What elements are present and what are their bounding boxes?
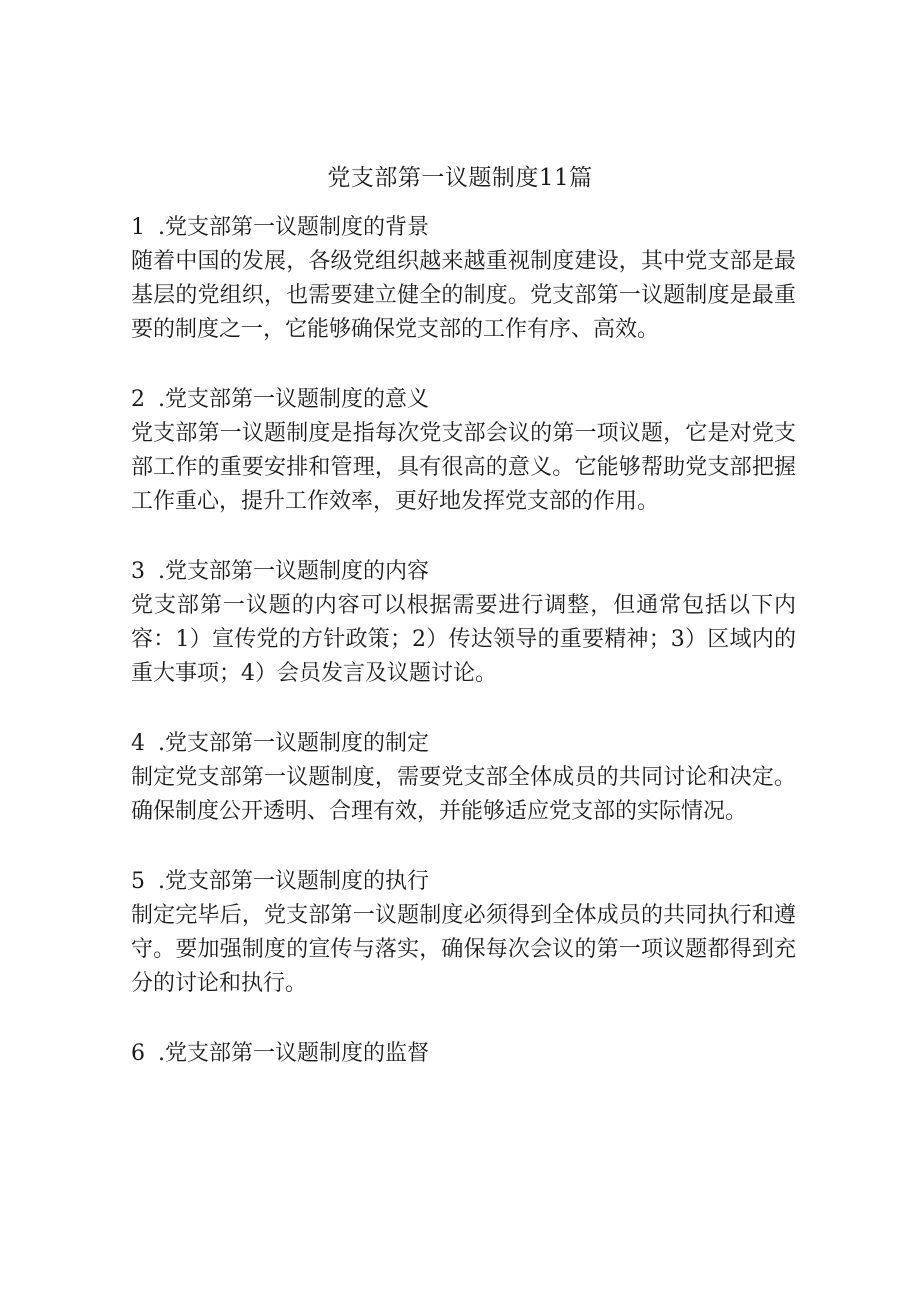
section-heading-text: .党支部第一议题制度的内容 (158, 559, 429, 584)
section-paragraph: 党支部第一议题的内容可以根据需要进行调整，但通常包括以下内容：1）宣传党的方针政策；2）传达领导的重要精神；3）区域内的重大事项；4）会员发言及议题讨论。 (131, 593, 796, 686)
section-formulation (131, 727, 796, 829)
section-heading (131, 555, 796, 589)
section-number: 1 (131, 215, 145, 240)
section-number: 6 (131, 1041, 145, 1066)
section-heading-text: .党支部第一议题制度的制定 (158, 731, 429, 756)
document-body (131, 211, 796, 1107)
section-heading (131, 211, 796, 245)
section-number: 3 (131, 559, 145, 584)
document-title: 党支部第一议题制度11篇 (327, 165, 593, 191)
section-heading-text: .党支部第一议题制度的监督 (158, 1041, 429, 1066)
section-execution (131, 865, 796, 1001)
section-heading (131, 383, 796, 417)
section-paragraph: 制定完毕后，党支部第一议题制度必须得到全体成员的共同执行和遵守。要加强制度的宣传与落实，确保每次会议的第一项议题都得到充分的讨论和执行。 (131, 903, 796, 996)
section-number: 2 (131, 387, 145, 412)
section-supervision (131, 1037, 796, 1071)
section-significance (131, 383, 796, 519)
section-heading (131, 1037, 796, 1071)
section-paragraph: 制定党支部第一议题制度，需要党支部全体成员的共同讨论和决定。确保制度公开透明、合理有效，并能够适应党支部的实际情况。 (131, 765, 796, 824)
section-paragraph: 随着中国的发展，各级党组织越来越重视制度建设，其中党支部是最基层的党组织，也需要建立健全的制度。党支部第一议题制度是最重要的制度之一，它能够确保党支部的工作有序、高效。 (131, 249, 796, 342)
section-paragraph: 党支部第一议题制度是指每次党支部会议的第一项议题，它是对党支部工作的重要安排和管理，具有很高的意义。它能够帮助党支部把握工作重心，提升工作效率，更好地发挥党支部的作用。 (131, 421, 796, 514)
section-heading-text: .党支部第一议题制度的意义 (158, 387, 429, 412)
section-number: 5 (131, 869, 145, 894)
section-heading (131, 727, 796, 761)
section-background (131, 211, 796, 347)
section-heading (131, 865, 796, 899)
section-content (131, 555, 796, 691)
section-heading-text: .党支部第一议题制度的背景 (158, 215, 429, 240)
section-heading-text: .党支部第一议题制度的执行 (158, 869, 429, 894)
section-number: 4 (131, 731, 145, 756)
